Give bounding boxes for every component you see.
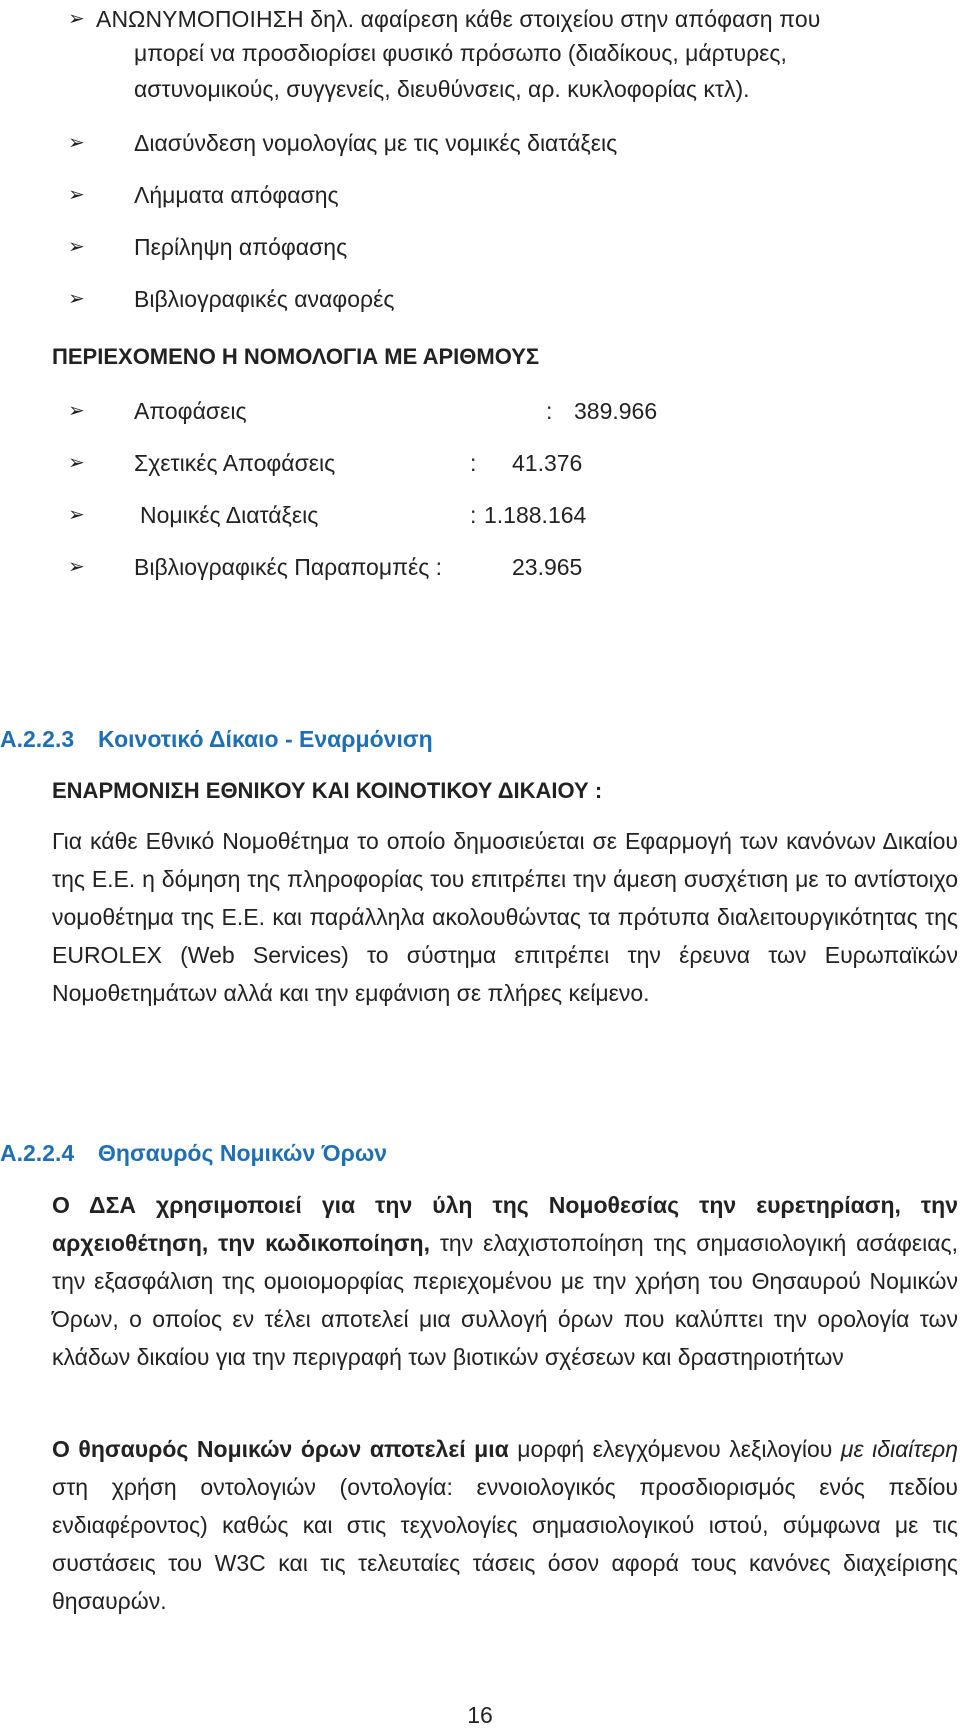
list-item	[68, 124, 618, 162]
paragraph-bold-lead: Ο θησαυρός Νομικών όρων αποτελεί μια	[52, 1436, 509, 1462]
section-number: Α.2.2.3	[0, 726, 75, 752]
list-item	[68, 176, 339, 214]
list-item	[68, 228, 348, 266]
list-item-continuation: μπορεί να προσδιορίσει φυσικό πρόσωπο (διαδίκους, μάρτυρες,	[134, 40, 787, 66]
section-subheading: ΕΝΑΡΜΟΝΙΣΗ ΕΘΝΙΚΟΥ ΚΑΙ ΚΟΙΝΟΤΙΚΟΥ ΔΙΚΑΙΟΥ :	[52, 778, 603, 803]
paragraph-bold-lead: Ο ΔΣΑ χρησιμοποιεί για την ύλη της Νομοθεσίας την ευρετηρίαση, την αρχειοθέτηση, την κωδικοποίηση,	[52, 1192, 958, 1256]
stat-value: 389.966	[574, 398, 658, 424]
stat-separator: :	[546, 398, 553, 424]
paragraph-text: μορφή ελεγχόμενου λεξιλογίου	[508, 1436, 841, 1462]
arrow-bullet-icon: ➢	[68, 184, 85, 206]
list-item-continuation: αστυνομικούς, συγγενείς, διευθύνσεις, αρ. κυκλοφορίας κτλ).	[134, 76, 750, 102]
section-title: Κοινοτικό Δίκαιο - Εναρμόνιση	[98, 726, 433, 752]
stat-separator: :	[470, 450, 477, 476]
list-item-text: Βιβλιογραφικές αναφορές	[134, 286, 395, 312]
paragraph-thesaurus-usage	[52, 1186, 958, 1376]
paragraph-italic: με ιδιαίτερη	[840, 1436, 958, 1462]
arrow-bullet-icon: ➢	[68, 504, 85, 526]
paragraph-text: στη χρήση οντολογιών (οντολογία: εννοιολογικός προσδιορισμός ενός πεδίου ενδιαφέροντος) καθώς και στις τεχνολογίες σημασιολογικού ιστού, σύμφωνα με τις συστάσεις του W3C και τις τελευταίες τάσεις όσον αφορά τους κανόνες διαχείρισης θησαυρών.	[52, 1474, 958, 1614]
page-number: 16	[467, 1702, 493, 1728]
list-item-text: Περίληψη απόφασης	[134, 234, 348, 260]
section-heading-a223	[0, 720, 433, 758]
arrow-bullet-icon: ➢	[68, 236, 85, 258]
section-title: Θησαυρός Νομικών Όρων	[98, 1140, 388, 1166]
paragraph-harmonization: Για κάθε Εθνικό Νομοθέτημα το οποίο δημοσιεύεται σε Εφαρμογή των κανόνων Δικαίου της Ε.Ε. η δόμηση της πληροφορίας του επιτρέπει την άμεση συσχέτιση με το αντίστοιχο νομοθέτημα της Ε.Ε. και παράλληλα ακολουθώντας τα πρότυπα διαλειτουργικότητας της EUROLEX (Web Services) το σύστημα επιτρέπει την έρευνα των Ευρωπαϊκών Νομοθετημάτων αλλά και την εμφάνιση σε πλήρες κείμενο.	[52, 828, 958, 1006]
stat-label: Σχετικές Αποφάσεις	[134, 450, 336, 476]
arrow-bullet-icon: ➢	[68, 132, 85, 154]
list-item	[68, 280, 395, 318]
stat-label: Αποφάσεις	[134, 398, 247, 424]
stat-separator: :	[470, 502, 477, 528]
arrow-bullet-icon: ➢	[68, 8, 85, 30]
stat-value: 1.188.164	[484, 502, 587, 528]
paragraph-thesaurus-definition	[52, 1430, 958, 1620]
list-item-text: Λήμματα απόφασης	[134, 182, 339, 208]
arrow-bullet-icon: ➢	[68, 288, 85, 310]
content-heading: ΠΕΡΙΕΧΟΜΕΝΟ Η ΝΟΜΟΛΟΓΙΑ ΜΕ ΑΡΙΘΜΟΥΣ	[52, 344, 540, 369]
stat-value: 23.965	[512, 554, 583, 580]
paragraph-text: την ελαχιστοποίηση της σημασιολογική ασάφειας, την εξασφάλιση της ομοιομορφίας περιεχομένου με την χρήση του Θησαυρού Νομικών Όρων, ο οποίος εν τέλει αποτελεί μια συλλογή όρων που καλύπτει την ορολογία των κλάδων δικαίου για την περιγραφή των βιοτικών σχέσεων και δραστηριοτήτων	[52, 1230, 958, 1370]
arrow-bullet-icon: ➢	[68, 452, 85, 474]
stat-label: Νομικές Διατάξεις	[140, 502, 319, 528]
stat-value: 41.376	[512, 450, 583, 476]
section-heading-a224	[0, 1134, 387, 1172]
list-item-anonymization	[68, 0, 821, 38]
list-item-text: Διασύνδεση νομολογίας με τις νομικές διατάξεις	[134, 130, 618, 156]
list-item-text: ΑΝΩΝΥΜΟΠΟΙΗΣΗ δηλ. αφαίρεση κάθε στοιχείου στην απόφαση που	[96, 6, 821, 32]
arrow-bullet-icon: ➢	[68, 400, 85, 422]
section-number: Α.2.2.4	[0, 1140, 75, 1166]
stat-label: Βιβλιογραφικές Παραπομπές :	[134, 554, 443, 580]
arrow-bullet-icon: ➢	[68, 556, 85, 578]
